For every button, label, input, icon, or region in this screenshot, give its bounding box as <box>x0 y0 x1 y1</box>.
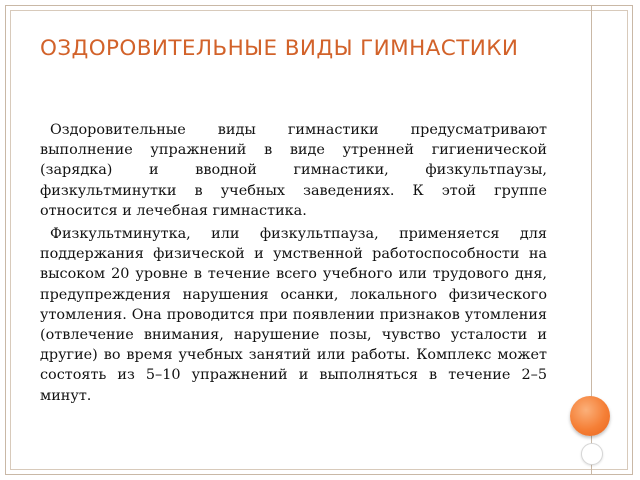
white-circle-decoration <box>581 443 603 465</box>
slide-body <box>40 120 547 409</box>
slide-title: ОЗДОРОВИТЕЛЬНЫЕ ВИДЫ ГИМНАСТИКИ <box>40 36 519 61</box>
paragraph-intro: Оздоровительные виды гимнастики предусматривают выполнение упражнений в виде утренней гигиенической (зарядка) и вводной гимнастики, физкультпаузы, физкультминутки в учебных заведениях. К этой группе относится и лечебная гимнастика. <box>40 122 547 219</box>
orange-circle-decoration <box>570 396 610 436</box>
paragraph-physical-break: Физкультминутка, или физкультпауза, применяется для поддержания физической и умственной работоспособности на высоком 20 уровне в течение всего учебного или трудового дня, предупреждения нарушения осанки, локального физического утомления. Она проводится при появлении признаков утомления (отвлечение внимания, нарушение позы, чувство усталости и другие) во время учебных занятий или работы. Комплекс может состоять из 5–10 упражнений и выполняться в течение 2–5 минут. <box>40 226 547 404</box>
